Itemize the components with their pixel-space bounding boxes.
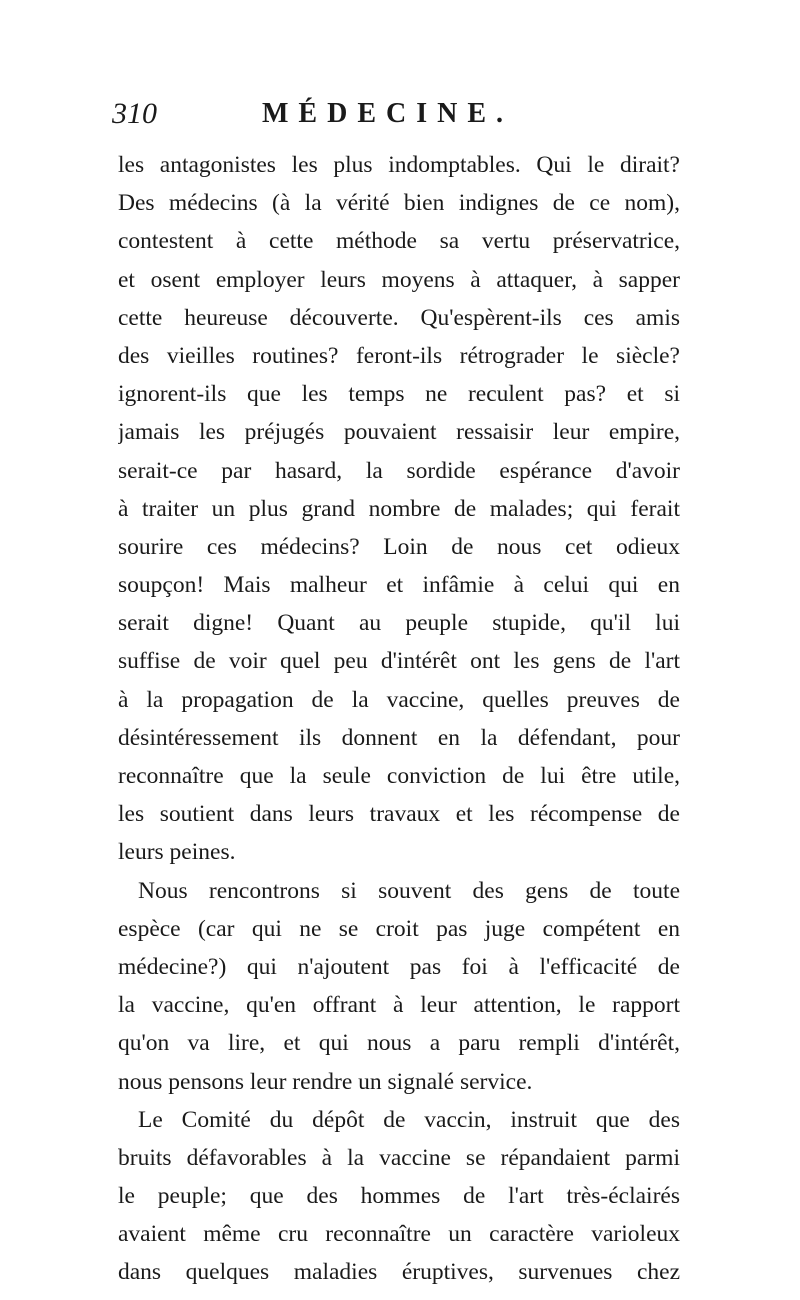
text-line: les antagonistes les plus indomptables. Qui le dirait? [118, 152, 680, 178]
text-line: cette heureuse découverte. Qu'espèrent-ils ces amis [118, 304, 680, 331]
text-line: avaient même cru reconnaître un caractère varioleux [118, 1221, 680, 1248]
text-line: désintéressement ils donnent en la défendant, pour [118, 724, 680, 751]
text-line: Des médecins (à la vérité bien indignes de ce nom), [118, 190, 680, 217]
text-line: dans quelques maladies éruptives, survenues chez [118, 1259, 680, 1286]
text-line: contestent à cette méthode sa vertu préservatrice, [118, 228, 680, 255]
text-line: des vieilles routines? feront-ils rétrograder le siècle? [118, 342, 680, 369]
text-line: médecine?) qui n'ajoutent pas foi à l'efficacité de [118, 953, 680, 980]
text-line: leurs peines. [118, 839, 236, 866]
text-line: espèce (car qui ne se croit pas juge compétent en [118, 915, 680, 942]
text-line: le peuple; que des hommes de l'art très-éclairés [118, 1183, 680, 1210]
text-line: à traiter un plus grand nombre de malades; qui ferait [118, 495, 680, 522]
text-line: soupçon! Mais malheur et infâmie à celui qui en [118, 572, 680, 599]
text-line: à la propagation de la vaccine, quelles preuves de [118, 686, 680, 713]
page-number: 310 [112, 97, 157, 130]
text-line: Nous rencontrons si souvent des gens de toute [138, 877, 680, 904]
text-line: qu'on va lire, et qui nous a paru rempli d'intérêt, [118, 1030, 680, 1057]
text-line: bruits défavorables à la vaccine se répandaient parmi [118, 1144, 680, 1171]
text-line: les soutient dans leurs travaux et les récompense de [118, 801, 680, 828]
text-line: jamais les préjugés pouvaient ressaisir leur empire, [118, 419, 680, 446]
text-line: serait digne! Quant au peuple stupide, qu'il lui [118, 610, 680, 637]
text-line: et osent employer leurs moyens à attaquer, à sapper [118, 266, 680, 293]
running-head [112, 92, 692, 136]
text-line: la vaccine, qu'en offrant à leur attention, le rapport [118, 992, 680, 1019]
text-line: sourire ces médecins? Loin de nous cet odieux [118, 533, 680, 560]
text-line: reconnaître que la seule conviction de lui être utile, [118, 763, 680, 789]
text-line: ignorent-ils que les temps ne reculent pas? et si [118, 381, 680, 408]
text-line: Le Comité du dépôt de vaccin, instruit que des [138, 1106, 680, 1133]
running-title: MÉDECINE. [262, 98, 514, 129]
text-line: nous pensons leur rendre un signalé service. [118, 1068, 533, 1095]
body-text [118, 146, 680, 1292]
text-line: serait-ce par hasard, la sordide espérance d'avoir [118, 457, 680, 484]
text-line: suffise de voir quel peu d'intérêt ont les gens de l'art [118, 648, 680, 675]
